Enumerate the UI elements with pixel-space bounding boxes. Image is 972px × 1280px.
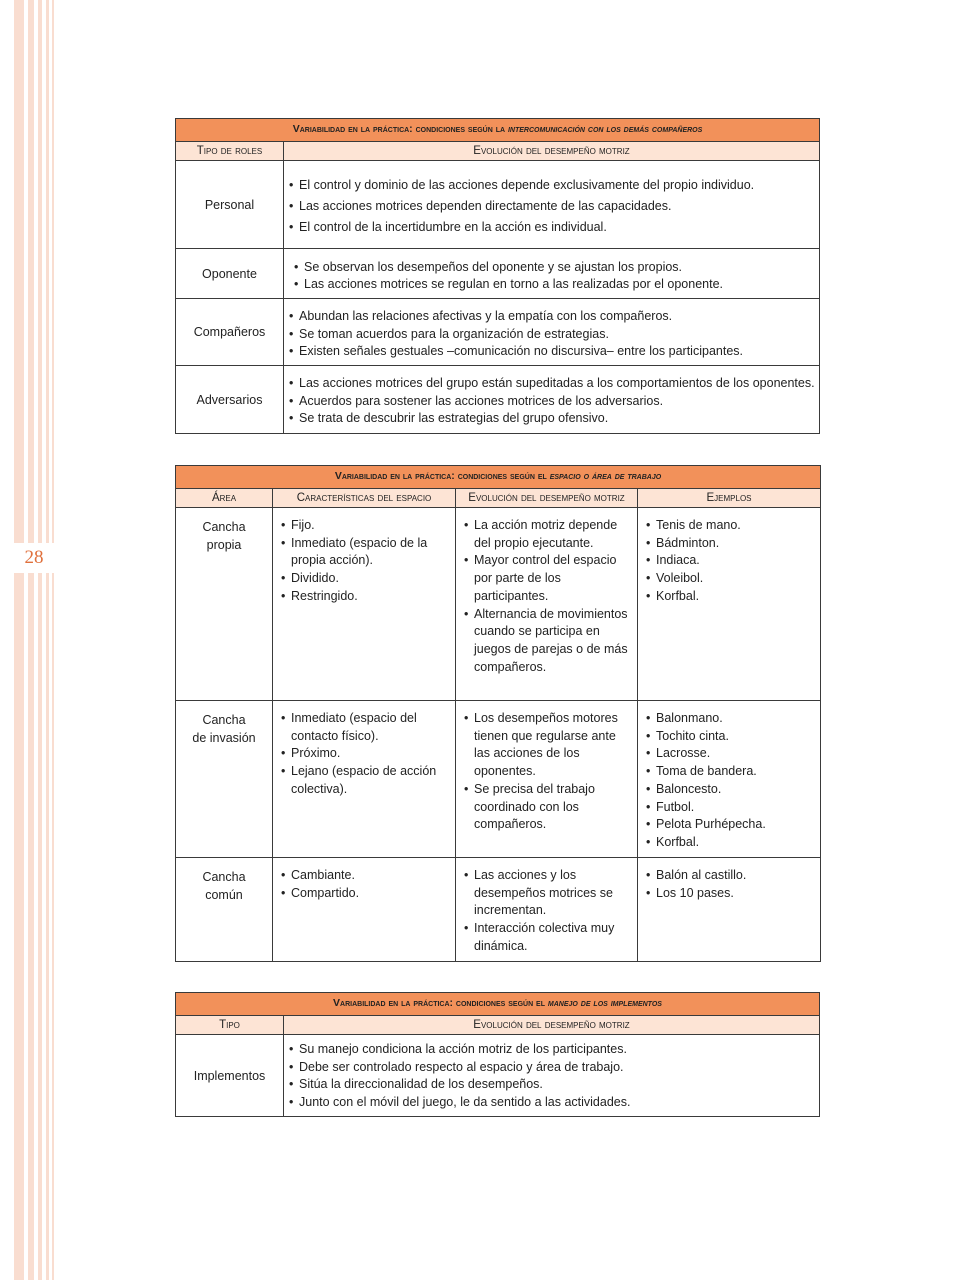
list-item: • Su manejo condiciona la acción motriz de los participantes. — [289, 1041, 815, 1059]
list-item: • La acción motriz depende del propio ejecutante. — [464, 517, 631, 552]
row-label: Compañeros — [176, 299, 284, 366]
table-row — [176, 249, 820, 299]
table-title: Variabilidad en la práctica: condiciones según la intercomunicación con los demás compañeros — [176, 119, 820, 142]
list-item: • Dividido. — [281, 570, 449, 588]
characteristics-cell — [273, 858, 456, 962]
examples-cell — [638, 858, 821, 962]
row-body — [284, 1035, 820, 1117]
margin-stripe — [46, 0, 49, 1280]
list-item: • Tenis de mano. — [646, 517, 814, 535]
examples-cell — [638, 701, 821, 858]
table-header-row — [176, 142, 820, 161]
characteristics-cell — [273, 701, 456, 858]
examples-cell — [638, 508, 821, 701]
table-row — [176, 1035, 820, 1117]
list-item: • Acuerdos para sostener las acciones motrices de los adversarios. — [289, 393, 815, 411]
column-header: Tipo de roles — [176, 142, 284, 161]
table-title-row — [176, 119, 820, 142]
list-item: • Bádminton. — [646, 535, 814, 553]
column-header: Evolución del desempeño motriz — [284, 142, 820, 161]
list-item: • Abundan las relaciones afectivas y la empatía con los compañeros. — [289, 308, 815, 326]
list-item: • Los desempeños motores tienen que regularse ante las acciones de los oponentes. — [464, 710, 631, 781]
list-item: • Sitúa la direccionalidad de los desempeños. — [289, 1076, 815, 1094]
table-row — [176, 701, 821, 858]
evolution-cell — [456, 858, 638, 962]
table-row — [176, 299, 820, 366]
characteristics-cell — [273, 508, 456, 701]
row-body — [284, 161, 820, 249]
table-row — [176, 161, 820, 249]
table-row — [176, 858, 821, 962]
area-cell: Cancha propia — [176, 508, 273, 701]
list-item: • Se toman acuerdos para la organización de estrategias. — [289, 326, 815, 344]
list-item: • Próximo. — [281, 745, 449, 763]
margin-stripe — [28, 0, 34, 1280]
list-item: • Inmediato (espacio de la propia acción). — [281, 535, 449, 570]
list-item: • Debe ser controlado respecto al espacio y área de trabajo. — [289, 1059, 815, 1077]
list-item: • El control y dominio de las acciones depende exclusivamente del propio individuo. — [289, 175, 815, 196]
list-item: • Fijo. — [281, 517, 449, 535]
list-item: • Las acciones motrices se regulan en torno a las realizadas por el oponente. — [294, 276, 815, 293]
list-item: • Futbol. — [646, 799, 814, 817]
column-header: Ejemplos — [638, 489, 821, 508]
row-label: Adversarios — [176, 366, 284, 434]
list-item: • Toma de bandera. — [646, 763, 814, 781]
list-item: • Baloncesto. — [646, 781, 814, 799]
margin-stripe — [38, 0, 42, 1280]
list-item: • Balonmano. — [646, 710, 814, 728]
table-header-row — [176, 489, 821, 508]
list-item: • Tochito cinta. — [646, 728, 814, 746]
list-item: • Pelota Purhépecha. — [646, 816, 814, 834]
list-item: • Cambiante. — [281, 867, 449, 885]
area-cell: Cancha de invasión — [176, 701, 273, 858]
table-row — [176, 508, 821, 701]
table-header-row — [176, 1016, 820, 1035]
area-cell: Cancha común — [176, 858, 273, 962]
list-item: • Korfbal. — [646, 588, 814, 606]
row-body — [284, 249, 820, 299]
list-item: • Lacrosse. — [646, 745, 814, 763]
evolution-cell — [456, 701, 638, 858]
column-header: Tipo — [176, 1016, 284, 1035]
list-item: • Mayor control del espacio por parte de los participantes. — [464, 552, 631, 605]
column-header: Evolución del desempeño motriz — [456, 489, 638, 508]
list-item: • Se precisa del trabajo coordinado con los compañeros. — [464, 781, 631, 834]
list-item: • Se trata de descubrir las estrategias del grupo ofensivo. — [289, 410, 815, 428]
list-item: • Korfbal. — [646, 834, 814, 852]
roles-table — [175, 118, 820, 434]
list-item: • El control de la incertidumbre en la acción es individual. — [289, 217, 815, 238]
list-item: • Restringido. — [281, 588, 449, 606]
list-item: • Lejano (espacio de acción colectiva). — [281, 763, 449, 798]
list-item: • Las acciones motrices dependen directamente de las capacidades. — [289, 196, 815, 217]
column-header: Área — [176, 489, 273, 508]
table-row — [176, 366, 820, 434]
list-item: • Las acciones motrices del grupo están supeditadas a los comportamientos de los oponentes. — [289, 375, 815, 393]
table-title: Variabilidad en la práctica: condiciones según el espacio o área de trabajo — [176, 466, 821, 489]
column-header: Características del espacio — [273, 489, 456, 508]
evolution-cell — [456, 508, 638, 701]
list-item: • Junto con el móvil del juego, le da sentido a las actividades. — [289, 1094, 815, 1112]
row-body — [284, 366, 820, 434]
space-table — [175, 465, 821, 962]
list-item: • Las acciones y los desempeños motrices se incrementan. — [464, 867, 631, 920]
list-item: • Los 10 pases. — [646, 885, 814, 903]
row-label: Personal — [176, 161, 284, 249]
table-title: Variabilidad en la práctica: condiciones según el manejo de los implementos — [176, 993, 820, 1016]
list-item: • Compartido. — [281, 885, 449, 903]
margin-stripe — [52, 0, 54, 1280]
page-number: 28 — [14, 543, 54, 573]
list-item: • Alternancia de movimientos cuando se participa en juegos de parejas o de más compañeros. — [464, 606, 631, 677]
row-body — [284, 299, 820, 366]
column-header: Evolución del desempeño motriz — [284, 1016, 820, 1035]
row-label: Implementos — [176, 1035, 284, 1117]
list-item: • Balón al castillo. — [646, 867, 814, 885]
row-label: Oponente — [176, 249, 284, 299]
list-item: • Inmediato (espacio del contacto físico). — [281, 710, 449, 745]
list-item: • Existen señales gestuales –comunicación no discursiva– entre los participantes. — [289, 343, 815, 361]
list-item: • Voleibol. — [646, 570, 814, 588]
table-title-row — [176, 993, 820, 1016]
list-item: • Se observan los desempeños del oponente y se ajustan los propios. — [294, 259, 815, 276]
list-item: • Interacción colectiva muy dinámica. — [464, 920, 631, 955]
table-title-row — [176, 466, 821, 489]
implements-table — [175, 992, 820, 1117]
margin-stripe — [14, 0, 24, 1280]
list-item: • Indiaca. — [646, 552, 814, 570]
